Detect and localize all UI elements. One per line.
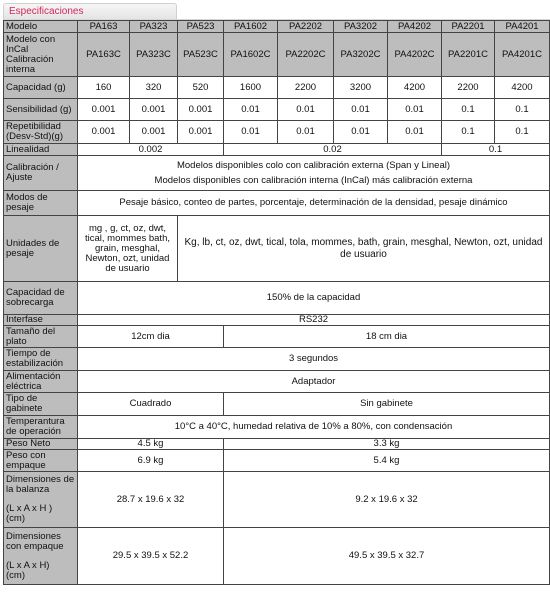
model-cell: PA4201 (495, 21, 550, 33)
sensibilidad-cell: 0.01 (388, 99, 442, 121)
row-capacidad (4, 77, 550, 99)
row-repetibilidad (4, 121, 550, 144)
capacidad-cell: 3200 (334, 77, 388, 99)
interfase-cell: RS232 (78, 315, 550, 326)
sensibilidad-cell: 0.001 (130, 99, 178, 121)
sensibilidad-cell: 0.001 (178, 99, 224, 121)
dim-balanza-cell: 9.2 x 19.6 x 32 (224, 472, 550, 528)
label-modelo: Modelo (4, 21, 78, 33)
capacidad-cell: 4200 (495, 77, 550, 99)
linealidad-cell: 0.1 (442, 144, 550, 156)
label-dim-empaque (4, 528, 78, 585)
model-incal-cell: PA163C (78, 33, 130, 77)
unidades-cell: mg , g, ct, oz, dwt, tical, mommes bath, grain, mesghal, Newton, ozt, unidad de usuario (78, 216, 178, 282)
peso-neto-cell: 3.3 kg (224, 439, 550, 450)
peso-neto-cell: 4.5 kg (78, 439, 224, 450)
label-peso-empaque: Peso con empaque (4, 450, 78, 472)
capacidad-cell: 320 (130, 77, 178, 99)
model-incal-cell: PA2202C (278, 33, 334, 77)
repetibilidad-cell: 0.01 (224, 121, 278, 144)
sensibilidad-cell: 0.001 (78, 99, 130, 121)
dim-empaque-unit: (L x A x H) (6, 559, 50, 571)
label-modelo-incal: Modelo con InCal Calibración interna (4, 33, 78, 77)
temperatura-cell: 10°C a 40°C, humedad relativa de 10% a 80%, con condensación (78, 416, 550, 439)
tab-especificaciones[interactable]: Especificaciones (3, 3, 177, 19)
row-peso-neto (4, 439, 550, 450)
sensibilidad-cell: 0.1 (442, 99, 495, 121)
alimentacion-cell: Adaptador (78, 371, 550, 393)
dim-empaque-cell: 29.5 x 39.5 x 52.2 (78, 528, 224, 585)
row-temperatura (4, 416, 550, 439)
row-sobrecarga (4, 282, 550, 315)
model-cell: PA523 (178, 21, 224, 33)
label-alimentacion: Alimentación eléctrica (4, 371, 78, 393)
model-cell: PA3202 (334, 21, 388, 33)
repetibilidad-cell: 0.001 (178, 121, 224, 144)
peso-empaque-cell: 5.4 kg (224, 450, 550, 472)
label-estabilizacion: Tiempo de estabilización (4, 348, 78, 371)
capacidad-cell: 520 (178, 77, 224, 99)
label-calibracion: Calibración / Ajuste (4, 156, 78, 191)
model-cell: PA2201 (442, 21, 495, 33)
row-modelo (4, 21, 550, 33)
label-sensibilidad: Sensibilidad (g) (4, 99, 78, 121)
dim-balanza-cm: (cm) (6, 513, 25, 524)
label-linealidad: Linealidad (4, 144, 78, 156)
capacidad-cell: 2200 (442, 77, 495, 99)
model-incal-cell: PA3202C (334, 33, 388, 77)
capacidad-cell: 2200 (278, 77, 334, 99)
label-interfase: Interfase (4, 315, 78, 326)
sensibilidad-cell: 0.01 (278, 99, 334, 121)
label-dim-balanza (4, 472, 78, 528)
row-linealidad (4, 144, 550, 156)
model-incal-cell: PA323C (130, 33, 178, 77)
sensibilidad-cell: 0.01 (224, 99, 278, 121)
row-estabilizacion (4, 348, 550, 371)
dim-balanza-title: Dimensiones de la balanza (6, 474, 75, 495)
specifications-table (3, 20, 550, 585)
label-unidades: Unidades de pesaje (4, 216, 78, 282)
dim-balanza-unit: (L x A x H ) (6, 503, 53, 514)
row-dim-empaque (4, 528, 550, 585)
row-alimentacion (4, 371, 550, 393)
calibracion-externa-text: Modelos disponibles colo con calibración externa (Span y Lineal) (176, 159, 451, 171)
label-sobrecarga: Capacidad de sobrecarga (4, 282, 78, 315)
row-calibracion (4, 156, 550, 191)
model-incal-cell: PA523C (178, 33, 224, 77)
dim-empaque-cell: 49.5 x 39.5 x 32.7 (224, 528, 550, 585)
label-repetibilidad: Repetibilidad (Desv-Std)(g) (4, 121, 78, 144)
repetibilidad-cell: 0.1 (442, 121, 495, 144)
model-incal-cell: PA4201C (495, 33, 550, 77)
model-cell: PA2202 (278, 21, 334, 33)
modos-cell: Pesaje básico, conteo de partes, porcentaje, determinación de la densidad, pesaje dinámico (78, 191, 550, 216)
calibracion-interna-text: Modelos disponibles con calibración interna (InCal) más calibración externa (154, 174, 473, 186)
peso-empaque-cell: 6.9 kg (78, 450, 224, 472)
sensibilidad-cell: 0.01 (334, 99, 388, 121)
sensibilidad-cell: 0.1 (495, 99, 550, 121)
row-unidades (4, 216, 550, 282)
label-gabinete: Tipo de gabinete (4, 393, 78, 416)
row-modos (4, 191, 550, 216)
label-capacidad: Capacidad (g) (4, 77, 78, 99)
repetibilidad-cell: 0.01 (334, 121, 388, 144)
gabinete-cell: Sin gabinete (224, 393, 550, 416)
label-plato: Tamaño del plato (4, 326, 78, 348)
unidades-cell: Kg, lb, ct, oz, dwt, tical, tola, mommes, bath, grain, mesghal, Newton, ozt, unidad de usuario (178, 216, 550, 282)
row-interfase (4, 315, 550, 326)
capacidad-cell: 1600 (224, 77, 278, 99)
row-plato (4, 326, 550, 348)
model-cell: PA4202 (388, 21, 442, 33)
model-cell: PA163 (78, 21, 130, 33)
row-dim-balanza (4, 472, 550, 528)
linealidad-cell: 0.02 (224, 144, 442, 156)
row-peso-empaque (4, 450, 550, 472)
sobrecarga-cell: 150% de la capacidad (78, 282, 550, 315)
model-cell: PA1602 (224, 21, 278, 33)
model-incal-cell: PA4202C (388, 33, 442, 77)
repetibilidad-cell: 0.001 (78, 121, 130, 144)
repetibilidad-cell: 0.1 (495, 121, 550, 144)
capacidad-cell: 160 (78, 77, 130, 99)
label-peso-neto: Peso Neto (4, 439, 78, 450)
plato-cell: 18 cm dia (224, 326, 550, 348)
model-incal-cell: PA2201C (442, 33, 495, 77)
linealidad-cell: 0.002 (78, 144, 224, 156)
capacidad-cell: 4200 (388, 77, 442, 99)
model-incal-cell: PA1602C (224, 33, 278, 77)
dim-empaque-title: Dimensiones con empaque (6, 530, 64, 552)
dim-empaque-cm: (cm) (6, 569, 25, 581)
dim-balanza-cell: 28.7 x 19.6 x 32 (78, 472, 224, 528)
repetibilidad-cell: 0.01 (388, 121, 442, 144)
label-modos: Modos de pesaje (4, 191, 78, 216)
row-gabinete (4, 393, 550, 416)
calibracion-cell (78, 156, 550, 191)
label-temperatura: Temperantura de operación (4, 416, 78, 439)
repetibilidad-cell: 0.001 (130, 121, 178, 144)
row-sensibilidad (4, 99, 550, 121)
plato-cell: 12cm dia (78, 326, 224, 348)
estabilizacion-cell: 3 segundos (78, 348, 550, 371)
repetibilidad-cell: 0.01 (278, 121, 334, 144)
gabinete-cell: Cuadrado (78, 393, 224, 416)
model-cell: PA323 (130, 21, 178, 33)
row-modelo-incal (4, 33, 550, 77)
